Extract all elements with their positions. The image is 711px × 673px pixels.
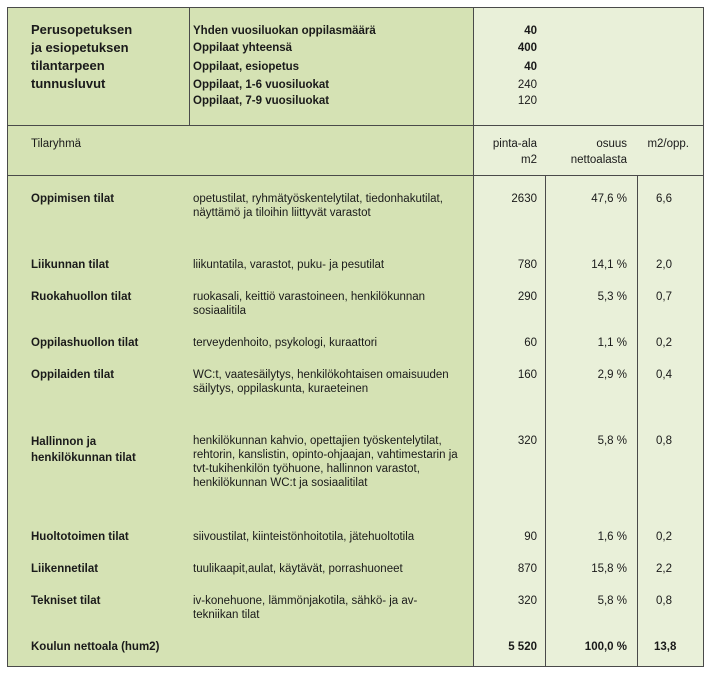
column-header-divider (7, 175, 704, 176)
border-right (703, 7, 704, 667)
stat-label: Oppilaat, 1-6 vuosiluokat (193, 79, 330, 91)
row-per-pupil: 0,8 (656, 435, 672, 447)
row-group: Liikunnan tilat (31, 259, 109, 271)
row-description: tuulikaapit,aulat, käytävät, porrashuoneet (193, 563, 403, 575)
column-header-area-line1: pinta-ala (492, 138, 537, 150)
left-right-divider (473, 7, 474, 667)
row-description: WC:t, vaatesäilytys, henkilökohtaisen omaisuuden säilytys, oppilaskunta, kuraeteinen (193, 369, 449, 395)
stat-label: Oppilaat yhteensä (193, 42, 293, 54)
header-title-line: tilantarpeen (31, 58, 105, 73)
stat-value: 120 (517, 95, 537, 107)
stat-label: Yhden vuosiluokan oppilasmäärä (193, 25, 376, 37)
row-share: 47,6 % (591, 193, 627, 205)
share-column-divider (637, 175, 638, 666)
column-header-share-line2: nettoalasta (570, 154, 627, 166)
row-group: Oppilaiden tilat (31, 369, 115, 381)
row-share: 5,8 % (597, 595, 627, 607)
row-group: Huoltotoimen tilat (31, 531, 129, 543)
row-share: 1,1 % (597, 337, 627, 349)
total-label: Koulun nettoala (hum2) (31, 641, 160, 653)
row-per-pupil: 2,0 (656, 259, 672, 271)
header-title-line: ja esiopetuksen (31, 40, 129, 55)
row-description: terveydenhoito, psykologi, kuraattori (193, 337, 378, 349)
space-requirements-table (7, 7, 704, 667)
row-group: Oppilashuollon tilat (31, 337, 139, 349)
row-group: Oppimisen tilat (31, 193, 115, 205)
row-share: 1,6 % (597, 531, 627, 543)
row-share: 2,9 % (597, 369, 627, 381)
row-share: 5,8 % (597, 435, 627, 447)
total-per-pupil: 13,8 (654, 641, 677, 653)
row-area: 320 (517, 435, 537, 447)
row-description: iv-konehuone, lämmönjakotila, sähkö- ja av-tekniikan tilat (193, 595, 418, 621)
row-area: 90 (524, 531, 537, 543)
row-description: henkilökunnan kahvio, opettajien työskentelytilat, rehtorin, kanslistin, opinto-ohjaajan, vahtimestarin ja tvt-tukihenkilön työhuone, hallinnon varastot, henkilökunnan WC:t ja sosiaalitilat (193, 435, 458, 489)
stat-value: 240 (517, 79, 537, 91)
header-title-line: Perusopetuksen (31, 22, 133, 37)
row-group: Ruokahuollon tilat (31, 291, 132, 303)
stat-value: 40 (524, 25, 537, 37)
border-bottom (7, 666, 704, 667)
area-column-divider (545, 175, 546, 666)
row-per-pupil: 6,6 (656, 193, 672, 205)
column-header-group: Tilaryhmä (31, 138, 82, 150)
column-header-share-line1: osuus (596, 138, 627, 150)
row-area: 780 (517, 259, 537, 271)
stat-label: Oppilaat, 7-9 vuosiluokat (193, 95, 330, 107)
total-area: 5 520 (508, 641, 537, 653)
row-per-pupil: 0,7 (656, 291, 672, 303)
row-description: opetustilat, ryhmätyöskentelytilat, tiedonhakutilat, näyttämö ja tiloihin liittyvät varastot (193, 193, 443, 219)
row-area: 60 (524, 337, 537, 349)
row-description: ruokasali, keittiö varastoineen, henkilökunnan sosiaalitila (193, 291, 426, 317)
header-title-divider (189, 7, 190, 125)
row-group: Liikennetilat (31, 563, 99, 575)
stat-label: Oppilaat, esiopetus (193, 61, 300, 73)
row-group: Hallinnon ja henkilökunnan tilat (31, 436, 136, 464)
column-header-area-line2: m2 (521, 154, 537, 166)
row-area: 320 (517, 595, 537, 607)
row-per-pupil: 0,2 (656, 531, 672, 543)
row-area: 870 (517, 563, 537, 575)
row-per-pupil: 2,2 (656, 563, 672, 575)
row-share: 15,8 % (591, 563, 627, 575)
column-header-per-pupil: m2/opp. (647, 138, 689, 150)
header-title (31, 21, 181, 93)
border-top (7, 7, 704, 8)
stat-value: 400 (517, 42, 537, 54)
row-per-pupil: 0,2 (656, 337, 672, 349)
row-area: 2630 (511, 193, 537, 205)
row-per-pupil: 0,4 (656, 369, 672, 381)
stat-value: 40 (524, 61, 537, 73)
row-per-pupil: 0,8 (656, 595, 672, 607)
row-area: 160 (517, 369, 537, 381)
total-share: 100,0 % (584, 641, 627, 653)
header-section-divider (7, 125, 704, 126)
header-title-line: tunnusluvut (31, 76, 106, 91)
row-share: 14,1 % (591, 259, 627, 271)
row-description: siivoustilat, kiinteistönhoitotila, jätehuoltotila (193, 531, 415, 543)
row-description: liikuntatila, varastot, puku- ja pesutilat (193, 259, 385, 271)
row-area: 290 (517, 291, 537, 303)
border-left (7, 7, 8, 667)
row-share: 5,3 % (597, 291, 627, 303)
row-group: Tekniset tilat (31, 595, 101, 607)
